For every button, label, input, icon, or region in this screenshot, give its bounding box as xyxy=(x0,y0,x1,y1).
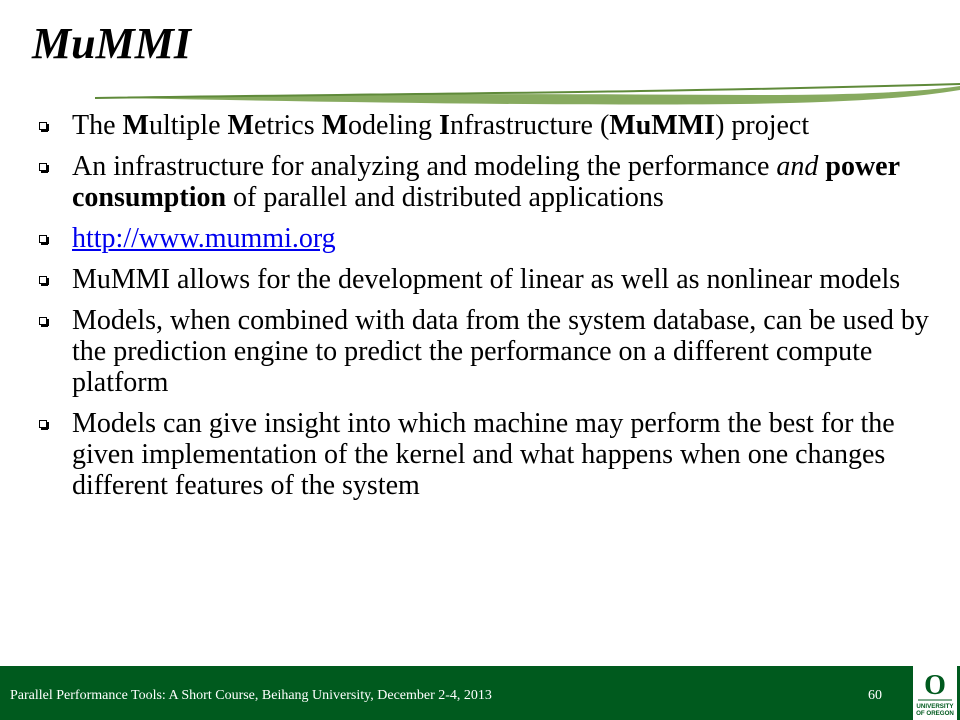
square-bullet-icon xyxy=(39,317,47,325)
bullet-item xyxy=(30,223,940,254)
bullet-text: Models can give insight into which machine may perform the best for the given implementation of the kernel and what happens when one changes different features of the system xyxy=(72,408,895,501)
slide-title: MuMMI xyxy=(32,19,191,68)
page-number: 60 xyxy=(868,688,882,703)
bullet-item xyxy=(30,110,940,141)
bullet-list xyxy=(30,110,940,511)
bullet-text: MuMMI allows for the development of linear as well as nonlinear models xyxy=(72,264,901,295)
square-bullet-icon xyxy=(39,122,47,130)
bullet-item xyxy=(30,305,940,398)
square-bullet-icon xyxy=(39,276,47,284)
logo-box xyxy=(913,666,957,720)
university-of-oregon-logo xyxy=(910,666,960,720)
bullet-text: The Multiple Metrics Modeling Infrastructure (MuMMI) project xyxy=(72,110,810,141)
square-bullet-icon xyxy=(39,235,47,243)
bullet-item xyxy=(30,408,940,501)
mummi-website-link[interactable]: http://www.mummi.org xyxy=(72,223,336,254)
bullet-text: An infrastructure for analyzing and modeling the performance and power consumption of parallel and distributed applications xyxy=(72,151,900,213)
oregon-logo-icon xyxy=(913,666,957,720)
square-bullet-icon xyxy=(39,163,47,171)
logo-university-text: UNIVERSITY xyxy=(916,703,954,710)
bullet-item xyxy=(30,264,940,295)
square-bullet-icon xyxy=(39,420,47,428)
logo-letter: O xyxy=(924,670,946,701)
bullet-item xyxy=(30,151,940,213)
logo-oregon-text: OF OREGON xyxy=(916,710,954,717)
bullet-text: Models, when combined with data from the system database, can be used by the prediction engine to predict the performance on a different compute platform xyxy=(72,305,929,398)
footer-bar xyxy=(0,666,960,720)
footer-course-text: Parallel Performance Tools: A Short Course, Beihang University, December 2-4, 2013 xyxy=(10,688,492,703)
